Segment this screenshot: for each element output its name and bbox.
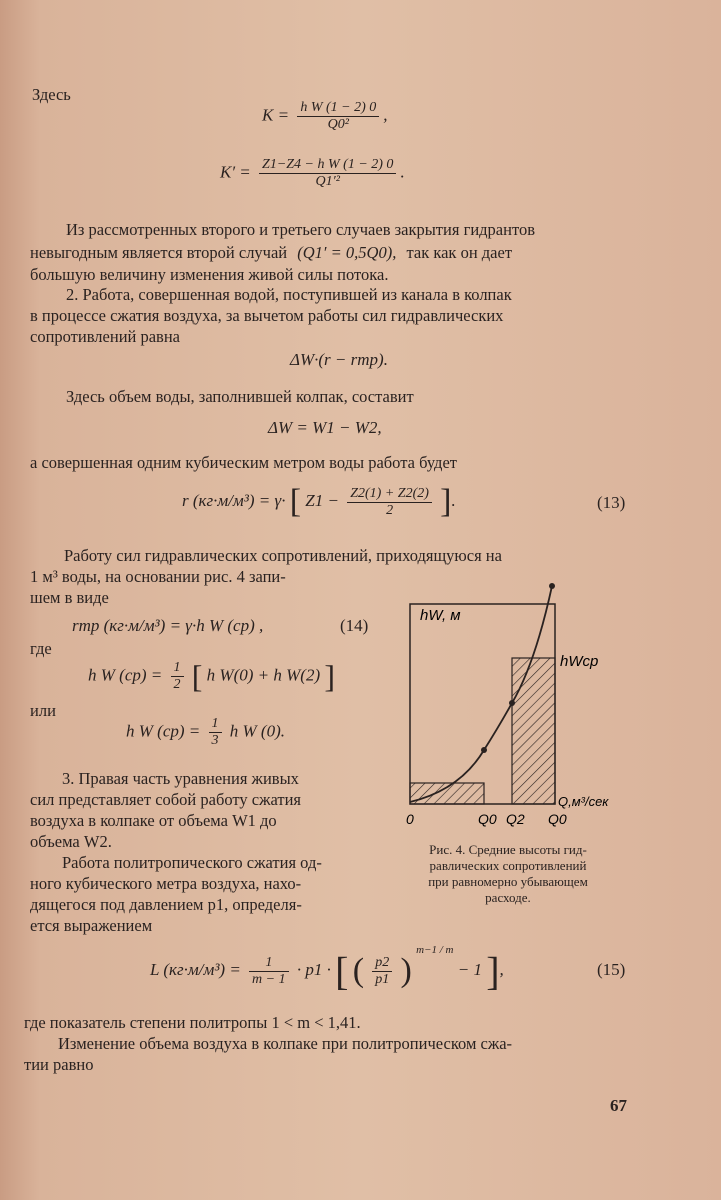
tick-label-q0-left: Q0 <box>478 811 497 827</box>
paren-right-15: ) <box>400 952 412 990</box>
bracket-right-13: ] <box>440 483 452 520</box>
formula-hsr2 <box>126 716 285 749</box>
formula-13-numerator: Z2(1) + Z2(2) <box>347 486 432 503</box>
formula-kp-numerator: Z1−Z4 − h W (1 − 2) 0 <box>259 157 396 174</box>
para5-line2: 1 м³ воды, на основании рис. 4 запи- <box>30 567 286 586</box>
para1-line1: Из рассмотренных второго и третьего случаев закрытия гидрантов <box>66 220 535 239</box>
para2-line2: в процессе сжатия воздуха, за вычетом работы сил гидравлических <box>30 306 504 325</box>
bracket-left-13: [ <box>289 483 302 520</box>
hwcp-label: hWcp <box>560 653 599 670</box>
formula-15-den: m − 1 <box>252 971 286 987</box>
formula-hsr2-lhs: h W (ср) = <box>126 721 201 741</box>
curve-point-q2 <box>481 747 487 753</box>
formula-13-lhs: r (кг·м/м³) = γ· <box>182 490 286 510</box>
para6-line3: воздуха в колпаке от объема W1 до <box>30 811 277 830</box>
formula-kp-denominator: Q1′² <box>315 174 340 189</box>
para8-line1: где показатель степени политропы 1 < m < 1,41. <box>24 1013 361 1032</box>
para7-line3: дящегося под давлением p1, определя- <box>30 895 302 914</box>
zdes-text: Здесь <box>32 85 71 104</box>
caption-line4: расходе. <box>485 890 531 905</box>
formula-15-end: − 1 <box>457 960 482 979</box>
para7-line4: ется выражением <box>30 916 153 935</box>
bracket-right-hsr: ] <box>324 658 336 694</box>
formula-13: r (кг·м/м³) = γ· [ Z1 − $\frac{Z2(1) + Z2(2)}{2}$ ]. <box>182 483 456 520</box>
formula-15-lhs: L (кг·м/м³) = <box>150 960 241 979</box>
formula-hsr2-num: 1 <box>209 716 222 733</box>
paren-left-15: ( <box>352 952 365 990</box>
formula-kp-lhs: K′ = <box>220 162 251 182</box>
curve-point-top <box>549 583 555 589</box>
formula-w: ΔW = W1 − W2, <box>268 418 382 437</box>
curve-point-mid <box>509 700 515 706</box>
formula-15-p1: p1 <box>375 971 390 987</box>
formula-dw: ΔW·(r − rтр). <box>290 350 388 369</box>
caption-line1: Рис. 4. Средние высоты гид- <box>429 842 587 857</box>
para5-line3: шем в виде <box>30 588 109 607</box>
para1-line2 <box>30 242 512 264</box>
formula-k-numerator: h W (1 − 2) 0 <box>297 100 379 117</box>
formula-hsr2-rhs: h W (0). <box>229 721 285 741</box>
small-hatched-rect <box>410 783 484 804</box>
formula-15-p2: p2 <box>372 955 392 972</box>
para6-line4: объема W2. <box>30 832 112 851</box>
bracket-left-hsr: [ <box>191 658 203 694</box>
bracket-left-15: [ <box>335 948 349 994</box>
formula-k: K = $\frac{\text{h W (1 − 2) 0}}{\text{Q0²}}$ , <box>262 100 388 132</box>
para4: а совершенная одним кубическим метром воды работа будет <box>30 453 457 472</box>
para2-line1: 2. Работа, совершенная водой, поступившей из канала в колпак <box>66 285 512 304</box>
para7-line1: Работа политропического сжатия од- <box>62 853 322 872</box>
formula-14: rтр (кг·м/м³) = γ·h W (ср) , <box>72 616 264 635</box>
formula-hsr2-den: 3 <box>211 733 219 748</box>
para5-line1: Работу сил гидравлических сопротивлений, приходящуюся на <box>64 546 502 565</box>
tick-label-q2: Q2 <box>506 811 525 827</box>
caption-line3: при равномерно убывающем <box>428 874 588 889</box>
para6-line2: сил представляет собой работу сжатия <box>30 790 302 809</box>
formula-k-lhs: K = <box>262 105 290 125</box>
formula-hsr-num: 1 <box>171 660 184 677</box>
para2-line3: сопротивлений равна <box>30 327 180 346</box>
para3: Здесь объем воды, заполнившей колпак, составит <box>66 387 414 406</box>
para8-line2: Изменение объема воздуха в колпаке при политропическом сжа- <box>58 1034 513 1053</box>
formula-15-num: 1 <box>249 955 289 972</box>
para6-line1: 3. Правая часть уравнения живых <box>62 769 299 788</box>
para1-line2c: так как он дает <box>406 243 513 262</box>
x-axis-label: Q,м³/сек <box>558 794 609 809</box>
formula-hsr <box>88 658 335 695</box>
y-axis-label: hW, м <box>420 607 461 624</box>
formula-13-z1: Z1 − <box>305 490 339 510</box>
eq14-number: (14) <box>340 616 369 635</box>
caption-line2: равлических сопротивлений <box>429 858 587 873</box>
formula-hsr-rhs: h W(0) + h W(2) <box>206 665 321 685</box>
gde-text: где <box>30 639 52 658</box>
formula-hsr-den: 2 <box>173 677 181 692</box>
para1-line2a: невыгодным является второй случай <box>30 243 288 262</box>
para8-line3: тии равно <box>24 1055 94 1074</box>
formula-15: L (кг·м/м³) = $\frac{1}{m - 1}$ · p1 · [ ( $\frac{p2}{p1}$ ) $^{m-1 / m}$ − 1 ], <box>150 944 504 994</box>
figure-caption <box>392 842 624 906</box>
para7-line2: ного кубического метра воздуха, нахо- <box>30 874 302 893</box>
formula-hsr-lhs: h W (ср) = <box>88 665 163 685</box>
formula-13-denominator: 2 <box>386 502 394 518</box>
para1-line2b: (Q1′ = 0,5Q0), <box>297 243 397 262</box>
eq15-number: (15) <box>597 960 626 979</box>
bracket-right-15: ] <box>486 948 500 994</box>
large-hatched-rect <box>512 658 555 804</box>
formula-15-exponent: m−1 / m <box>416 944 454 956</box>
para1-line3: большую величину изменения живой силы потока. <box>30 265 389 284</box>
ili-text: или <box>30 701 56 720</box>
tick-label-q0-right: Q0 <box>548 811 567 827</box>
origin-label: 0 <box>406 811 414 827</box>
formula-k-prime: K′ = $\frac{\text{Z1−Z4 − h W (1 − 2) 0}}{\text{Q1′²}}$ . <box>220 157 405 189</box>
eq13-number: (13) <box>597 493 626 512</box>
formula-15-mid: · p1 · <box>296 960 331 979</box>
formula-k-denominator: Q0² <box>327 117 349 132</box>
figure-4 <box>400 580 636 842</box>
page-number: 67 <box>610 1096 627 1115</box>
